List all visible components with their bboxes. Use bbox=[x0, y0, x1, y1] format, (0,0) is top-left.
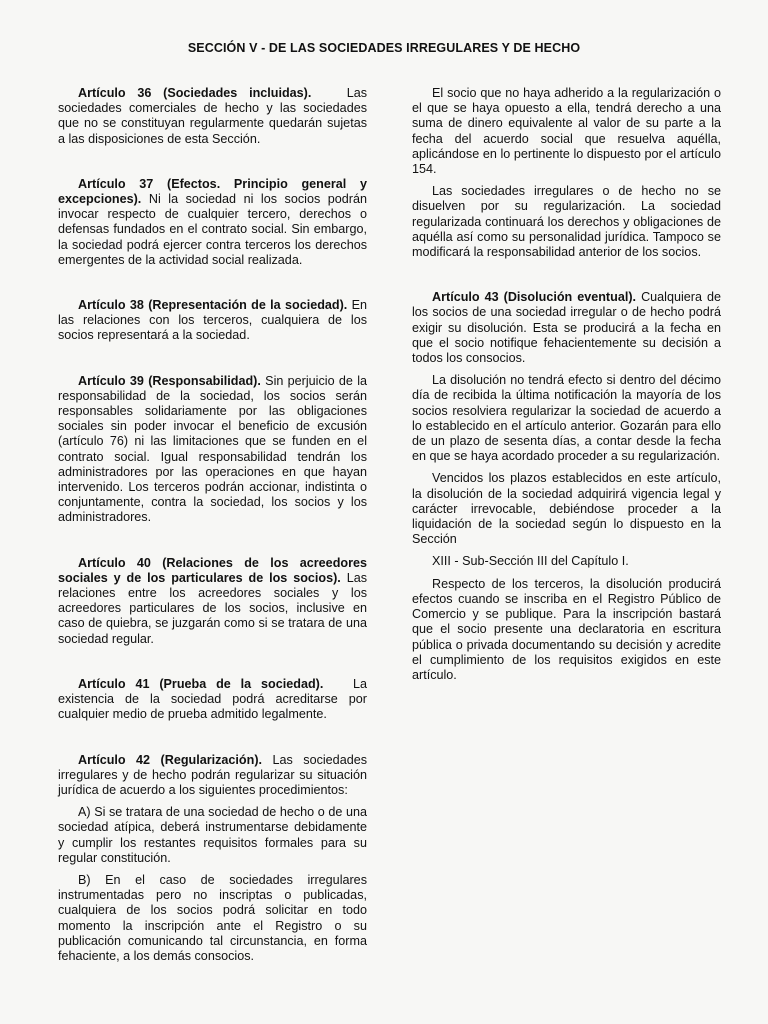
article-43-paragraph-5: Respecto de los terceros, la disolución producirá efectos cuando se inscriba en el Registro Público de Comercio y se publique. Para la inscripción bastará que el socio presente una declaratoria en escritura pública o privada documentando su decisión y acredite el cumplimiento de los requisitos exigidos en este artículo. bbox=[412, 576, 721, 682]
article-43-heading: Artículo 43 (Disolución eventual). bbox=[432, 290, 637, 305]
article-41-heading: Artículo 41 (Prueba de la sociedad). bbox=[78, 676, 324, 691]
article-40 bbox=[58, 556, 367, 647]
left-column bbox=[58, 86, 367, 964]
article-41 bbox=[58, 677, 367, 723]
article-36 bbox=[58, 86, 367, 147]
article-40-heading: Artículo 40 (Relaciones de los acreedores sociales y de los particulares de los socios). bbox=[58, 555, 367, 585]
article-36-text: Las sociedades comerciales de hecho y las sociedades que no se constituyan regularmente quedarán sujetas a las disposiciones de esta Sección. bbox=[58, 86, 367, 146]
article-38-heading: Artículo 38 (Representación de la sociedad). bbox=[78, 298, 348, 313]
article-36-heading: Artículo 36 (Sociedades incluidas). bbox=[78, 86, 312, 100]
article-40-text: Las relaciones entre los acreedores sociales y los acreedores particulares de los socios, inclusive en caso de quiebra, se juzgarán como si se tratara de una sociedad regular. bbox=[58, 570, 368, 646]
article-42-continued-1: El socio que no haya adherido a la regularización o el que se haya opuesto a ella, tendrá derecho a una suma de dinero equivalente al valor de su parte a la fecha del acuerdo social que resuelva aquélla, aplicándose en lo pertinente lo dispuesto por el artículo 154. bbox=[412, 86, 721, 177]
article-41-text: La existencia de la sociedad podrá acreditarse por cualquier medio de prueba admitido legalmente. bbox=[58, 676, 367, 722]
right-column bbox=[412, 86, 721, 683]
article-39-text: Sin perjuicio de la responsabilidad de la sociedad, los socios serán responsables solidariamente por las obligaciones sociales sin poder invocar el beneficio de excusión (artículo 76) ni las limitaciones que se funden en el contrato social. Igual responsabilidad tendrán los administradores por las operaciones en que hayan intervenido. Los terceros podrán accionar, indistinta o conjuntamente, contra la sociedad, los socios y los administradores. bbox=[58, 373, 367, 525]
article-43-text: Cualquiera de los socios de una sociedad irregular o de hecho podrá exigir su disolución. Esta se producirá a la fecha en que el socio notifique fehacientemente su decisión a todos los consocios. bbox=[412, 290, 722, 366]
article-43-paragraph-2: La disolución no tendrá efecto si dentro del décimo día de recibida la última notificación la mayoría de los socios resolviera regularizar la sociedad de acuerdo a lo establecido en el artículo anterior. Gozarán para ello de un plazo de sesenta días, a contar desde la fecha en que se haya acordado proceder a su regularización. bbox=[412, 373, 721, 464]
article-43-paragraph-4: XIII - Sub-Sección III del Capítulo I. bbox=[432, 554, 629, 569]
article-43 bbox=[412, 290, 721, 366]
article-42-text: Las sociedades irregulares y de hecho podrán regularizar su situación jurídica de acuerdo a los siguientes procedimientos: bbox=[58, 752, 367, 797]
article-37-text: Ni la sociedad ni los socios podrán invocar respecto de cualquier tercero, derechos o defensas fundados en el contrato social. Sin embargo, la sociedad podrá ejercer contra terceros los derechos emergentes de la actividad social realizada. bbox=[58, 192, 367, 267]
article-42 bbox=[58, 753, 367, 799]
article-39-heading: Artículo 39 (Responsabilidad). bbox=[78, 373, 261, 388]
article-42-item-b: B) En el caso de sociedades irregulares instrumentadas pero no inscriptas o publicadas, cualquiera de los socios podrá solicitar en todo momento la inscripción ante el Registro o su publicación comunicando tal circunstancia, en forma fehaciente, a los demás consocios. bbox=[58, 872, 367, 963]
article-37 bbox=[58, 177, 367, 268]
article-37-heading: Artículo 37 (Efectos. Principio general y excepciones). bbox=[58, 176, 367, 207]
article-39 bbox=[58, 374, 367, 526]
article-43-paragraph-3: Vencidos los plazos establecidos en este artículo, la disolución de la sociedad adquirirá vigencia legal y carácter irrevocable, debiéndose proceder a la liquidación de la sociedad según lo dispuesto en la Sección bbox=[412, 471, 721, 547]
article-42-continued-2: Las sociedades irregulares o de hecho no se disuelven por su regularización. La sociedad regularizada continuará los derechos y obligaciones de aquélla así como su personalidad jurídica. Tampoco se modificará la responsabilidad anterior de los socios. bbox=[412, 184, 721, 260]
article-42-heading: Artículo 42 (Regularización). bbox=[78, 752, 263, 767]
article-38-text: En las relaciones con los terceros, cualquiera de los socios representará a la sociedad. bbox=[58, 298, 367, 343]
section-title: SECCIÓN V - DE LAS SOCIEDADES IRREGULARES Y DE HECHO bbox=[187, 41, 581, 55]
article-38 bbox=[58, 298, 367, 344]
article-42-item-a: A) Si se tratara de una sociedad de hecho o de una sociedad atípica, deberá instrumentarse debidamente y cumplir los restantes requisitos formales para su regular constitución. bbox=[58, 805, 367, 865]
